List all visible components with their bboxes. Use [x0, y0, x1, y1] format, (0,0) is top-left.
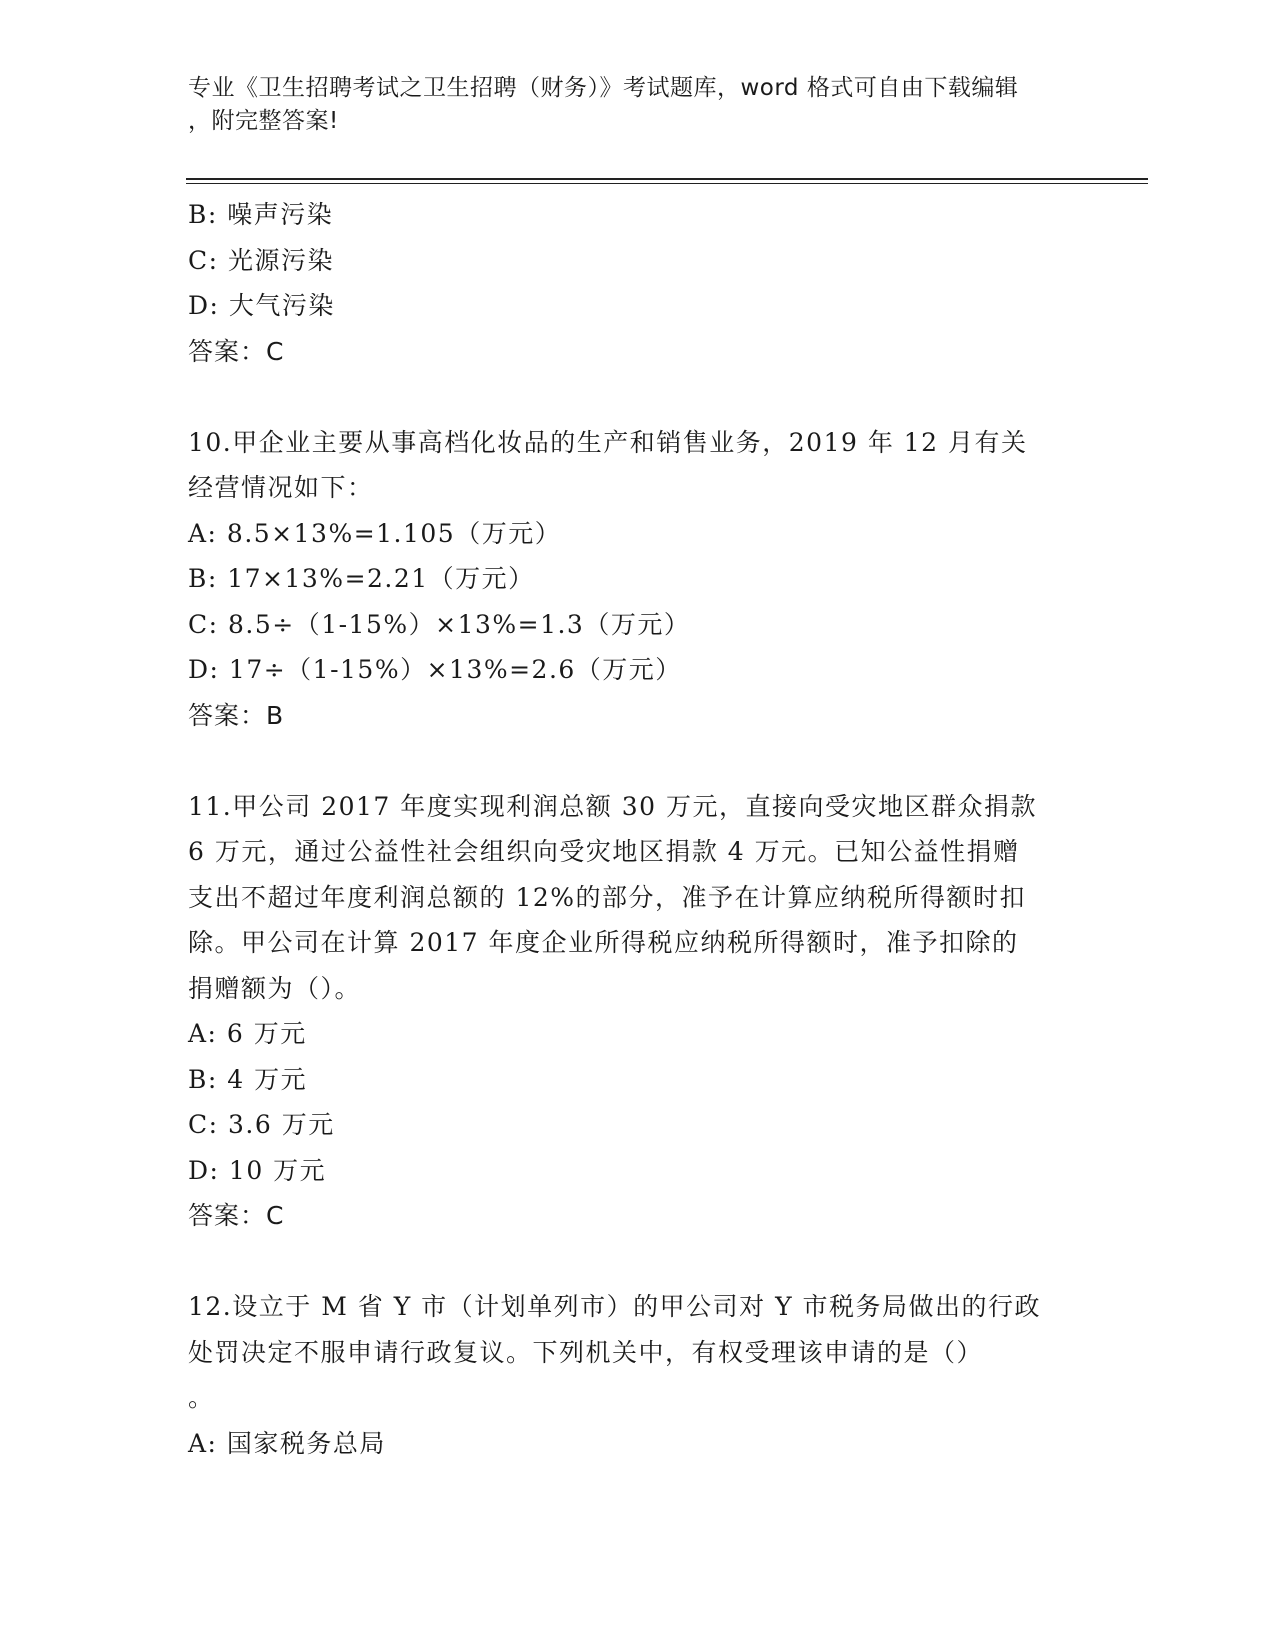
option-c: C: 8.5÷（1-15%）×13%=1.3（万元）	[188, 609, 691, 639]
header-line-1: 专业《卫生招聘考试之卫生招聘（财务）》考试题库，word 格式可自由下载编辑	[188, 75, 1019, 101]
option-d: D: 大气污染	[188, 291, 335, 320]
header-divider	[186, 178, 1148, 184]
question-stem-line: 经营情况如下：	[188, 473, 374, 502]
option-d: D: 17÷（1-15%）×13%=2.6（万元）	[188, 655, 682, 684]
option-d: D: 10 万元	[188, 1155, 327, 1185]
spacer	[188, 1239, 1088, 1285]
question-stem-line: 处罚决定不服申请行政复议。下列机关中，有权受理该申请的是（）	[188, 1337, 984, 1367]
question-stem-line: 11.甲公司 2017 年度实现利润总额 30 万元，直接向受灾地区群众捐款	[188, 791, 1037, 821]
question-stem-line: 6 万元，通过公益性社会组织向受灾地区捐款 4 万元。已知公益性捐赠	[188, 837, 1020, 866]
question-stem-line: 12.设立于 M 省 Y 市（计划单列市）的甲公司对 Y 市税务局做出的行政	[188, 1292, 1042, 1321]
spacer	[188, 374, 1088, 420]
option-b: B: 噪声污染	[188, 200, 334, 229]
question-12	[188, 1284, 1088, 1466]
answer: 答案：B	[188, 700, 285, 730]
question-9-fragment	[188, 192, 1088, 374]
option-a: A: 6 万元	[188, 1019, 307, 1048]
spacer	[188, 738, 1088, 784]
question-stem-line: 10.甲企业主要从事高档化妆品的生产和销售业务，2019 年 12 月有关	[188, 427, 1028, 457]
question-stem-line: 除。甲公司在计算 2017 年度企业所得税应纳税所得额时，准予扣除的	[188, 928, 1019, 957]
question-list	[188, 192, 1088, 1466]
question-stem-line: 捐赠额为（）。	[188, 973, 362, 1003]
question-stem-line: 。	[188, 1383, 215, 1412]
option-b: B: 4 万元	[188, 1064, 308, 1094]
question-10	[188, 420, 1088, 739]
option-b: B: 17×13%=2.21（万元）	[188, 564, 535, 593]
question-11	[188, 784, 1088, 1239]
option-a: A: 国家税务总局	[188, 1428, 386, 1458]
option-a: A: 8.5×13%=1.105（万元）	[188, 518, 562, 548]
question-stem-line: 支出不超过年度利润总额的 12%的部分，准予在计算应纳税所得额时扣	[188, 882, 1027, 912]
option-c: C: 光源污染	[188, 245, 334, 275]
header-line-2: ，附完整答案!	[188, 108, 339, 134]
page-header	[188, 72, 1088, 138]
answer: 答案：C	[188, 1201, 285, 1230]
answer: 答案：C	[188, 336, 285, 366]
option-c: C: 3.6 万元	[188, 1110, 335, 1139]
